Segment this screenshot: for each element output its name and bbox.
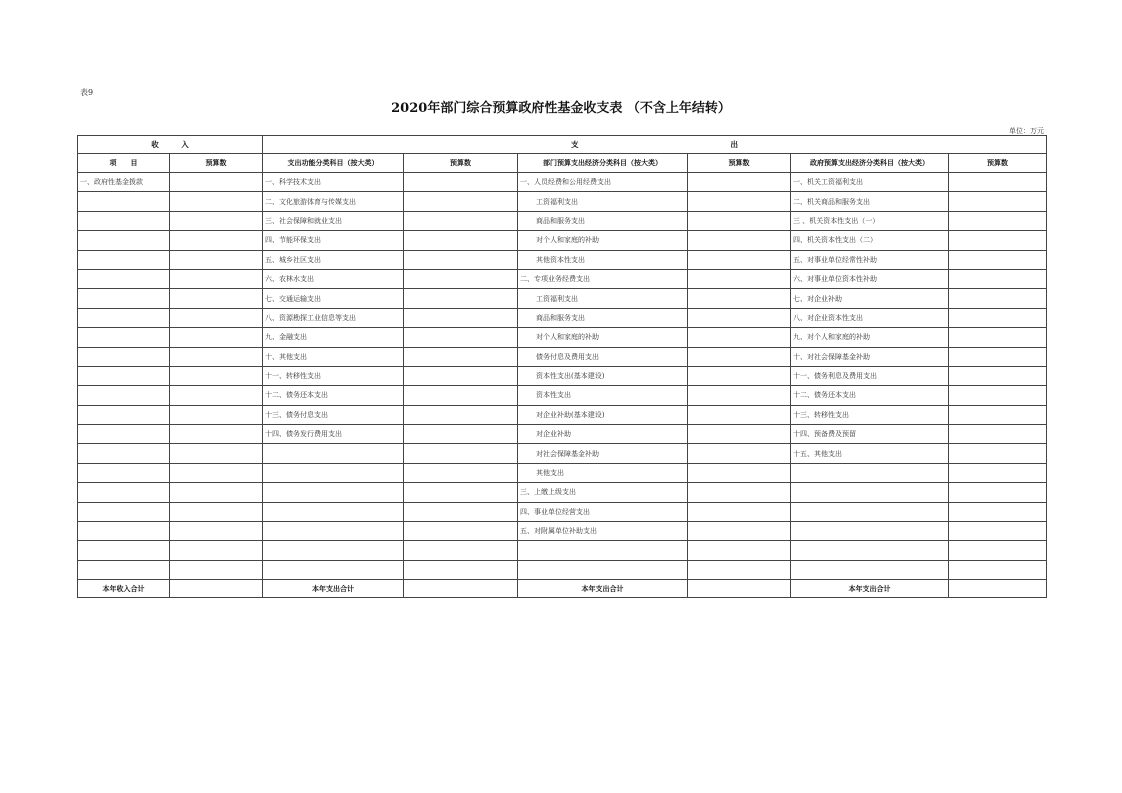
col-income-amount-cell <box>170 289 263 308</box>
total-cell: 本年支出合计 <box>518 580 688 598</box>
col-function-class-cell <box>263 444 404 463</box>
totals-row <box>78 580 1047 598</box>
col-function-amount-cell <box>404 444 518 463</box>
col-function-class-header: 支出功能分类科目（按大类） <box>263 154 404 173</box>
col-function-amount-cell <box>404 463 518 482</box>
col-function-amount-cell <box>404 425 518 444</box>
col-gov-econ-amount-cell <box>949 231 1047 250</box>
col-dept-econ-amount-header: 预算数 <box>688 154 791 173</box>
col-gov-econ-class-cell <box>791 522 949 541</box>
col-item-cell <box>78 444 170 463</box>
col-dept-econ-class-cell: 二、专项业务经费支出 <box>518 269 688 288</box>
table-row <box>78 173 1047 192</box>
col-dept-econ-amount-cell <box>688 211 791 230</box>
col-function-amount-cell <box>404 522 518 541</box>
col-item-cell <box>78 386 170 405</box>
col-gov-econ-amount-cell <box>949 425 1047 444</box>
col-dept-econ-amount-cell <box>688 328 791 347</box>
col-dept-econ-amount-cell <box>688 192 791 211</box>
col-function-class-cell <box>263 522 404 541</box>
unit-label: 单位：万元 <box>1009 127 1044 135</box>
col-function-class-cell: 一、科学技术支出 <box>263 173 404 192</box>
table-row <box>78 522 1047 541</box>
col-function-class-cell: 二、文化旅游体育与传媒支出 <box>263 192 404 211</box>
col-dept-econ-class-header: 部门预算支出经济分类科目（按大类） <box>518 154 688 173</box>
col-gov-econ-class-cell: 六、对事业单位资本性补助 <box>791 269 949 288</box>
col-gov-econ-class-cell: 十五、其他支出 <box>791 444 949 463</box>
col-gov-econ-amount-cell <box>949 308 1047 327</box>
col-gov-econ-amount-cell <box>949 347 1047 366</box>
col-function-amount-cell <box>404 560 518 579</box>
col-gov-econ-class-cell: 三 、机关资本性支出（一） <box>791 211 949 230</box>
col-income-amount-cell <box>170 502 263 521</box>
income-char-2: 入 <box>181 140 189 149</box>
col-dept-econ-amount-cell <box>688 173 791 192</box>
col-income-amount-cell <box>170 211 263 230</box>
col-function-amount-cell <box>404 211 518 230</box>
col-dept-econ-amount-cell <box>688 463 791 482</box>
col-function-class-cell: 十、其他支出 <box>263 347 404 366</box>
col-item-cell <box>78 560 170 579</box>
total-cell: 本年收入合计 <box>78 580 170 598</box>
col-income-amount-cell <box>170 386 263 405</box>
col-dept-econ-amount-cell <box>688 231 791 250</box>
col-function-class-cell: 四、节能环保支出 <box>263 231 404 250</box>
col-gov-econ-amount-cell <box>949 502 1047 521</box>
col-dept-econ-class-cell <box>518 541 688 560</box>
col-item-cell <box>78 463 170 482</box>
total-cell <box>949 580 1047 598</box>
col-income-amount-cell <box>170 173 263 192</box>
col-income-amount-cell <box>170 192 263 211</box>
total-cell <box>404 580 518 598</box>
col-gov-econ-amount-cell <box>949 366 1047 385</box>
col-gov-econ-class-cell <box>791 502 949 521</box>
col-function-class-cell: 十三、债务付息支出 <box>263 405 404 424</box>
col-dept-econ-amount-cell <box>688 560 791 579</box>
col-dept-econ-amount-cell <box>688 444 791 463</box>
col-dept-econ-class-cell: 对社会保障基金补助 <box>518 444 688 463</box>
table-row <box>78 560 1047 579</box>
col-gov-econ-class-cell: 十一、债务利息及费用支出 <box>791 366 949 385</box>
col-dept-econ-amount-cell <box>688 522 791 541</box>
table-row <box>78 308 1047 327</box>
col-gov-econ-class-cell <box>791 463 949 482</box>
col-dept-econ-class-cell: 资本性支出(基本建设) <box>518 366 688 385</box>
col-dept-econ-amount-cell <box>688 483 791 502</box>
col-gov-econ-class-cell: 十、对社会保障基金补助 <box>791 347 949 366</box>
col-income-amount-header: 预算数 <box>170 154 263 173</box>
col-item-cell <box>78 541 170 560</box>
col-gov-econ-amount-cell <box>949 328 1047 347</box>
col-item-header: 项 目 <box>78 154 170 173</box>
total-cell: 本年支出合计 <box>791 580 949 598</box>
table-row <box>78 211 1047 230</box>
table-row <box>78 541 1047 560</box>
col-dept-econ-amount-cell <box>688 250 791 269</box>
table-row <box>78 463 1047 482</box>
col-function-class-cell <box>263 541 404 560</box>
col-function-amount-cell <box>404 541 518 560</box>
col-gov-econ-amount-cell <box>949 405 1047 424</box>
col-dept-econ-class-cell: 其他资本性支出 <box>518 250 688 269</box>
col-dept-econ-class-cell: 债务付息及费用支出 <box>518 347 688 366</box>
col-function-class-cell <box>263 483 404 502</box>
col-item-cell <box>78 425 170 444</box>
col-gov-econ-amount-cell <box>949 289 1047 308</box>
table-row <box>78 366 1047 385</box>
col-item-cell <box>78 522 170 541</box>
table-row <box>78 502 1047 521</box>
col-item-cell <box>78 231 170 250</box>
col-dept-econ-amount-cell <box>688 269 791 288</box>
col-gov-econ-amount-cell <box>949 560 1047 579</box>
col-gov-econ-class-cell <box>791 560 949 579</box>
col-dept-econ-amount-cell <box>688 347 791 366</box>
col-income-amount-cell <box>170 425 263 444</box>
table-row <box>78 347 1047 366</box>
col-function-amount-cell <box>404 192 518 211</box>
col-gov-econ-class-cell <box>791 483 949 502</box>
col-item-cell <box>78 192 170 211</box>
expense-section-header <box>263 136 1047 154</box>
budget-table <box>77 135 1047 598</box>
table-row <box>78 192 1047 211</box>
col-gov-econ-amount-cell <box>949 211 1047 230</box>
table-row <box>78 328 1047 347</box>
income-section-header <box>78 136 263 154</box>
col-function-class-cell <box>263 463 404 482</box>
col-item-cell <box>78 502 170 521</box>
col-dept-econ-class-cell: 对企业补助(基本建设) <box>518 405 688 424</box>
col-function-amount-cell <box>404 405 518 424</box>
col-function-amount-cell <box>404 173 518 192</box>
col-dept-econ-amount-cell <box>688 366 791 385</box>
col-income-amount-cell <box>170 231 263 250</box>
table-row <box>78 425 1047 444</box>
col-function-amount-cell <box>404 231 518 250</box>
col-gov-econ-amount-cell <box>949 444 1047 463</box>
col-gov-econ-class-cell: 九、对个人和家庭的补助 <box>791 328 949 347</box>
col-item-cell <box>78 483 170 502</box>
col-gov-econ-amount-cell <box>949 269 1047 288</box>
col-gov-econ-amount-cell <box>949 483 1047 502</box>
col-income-amount-cell <box>170 444 263 463</box>
table-row <box>78 444 1047 463</box>
col-item-cell <box>78 366 170 385</box>
income-char-1: 收 <box>151 140 159 149</box>
col-gov-econ-class-cell: 十四、预备费及预留 <box>791 425 949 444</box>
table-row <box>78 269 1047 288</box>
col-dept-econ-class-cell: 一、人员经费和公用经费支出 <box>518 173 688 192</box>
col-function-amount-cell <box>404 502 518 521</box>
col-income-amount-cell <box>170 308 263 327</box>
col-gov-econ-amount-header: 预算数 <box>949 154 1047 173</box>
page-title: 2020年部门综合预算政府性基金收支表 （不含上年结转） <box>391 101 731 116</box>
col-gov-econ-class-cell: 一、机关工资福利支出 <box>791 173 949 192</box>
col-gov-econ-class-cell: 七、对企业补助 <box>791 289 949 308</box>
table-row <box>78 483 1047 502</box>
expense-char-2: 出 <box>730 140 738 149</box>
col-function-class-cell: 八、资源勘探工业信息等支出 <box>263 308 404 327</box>
total-cell <box>688 580 791 598</box>
col-item-cell <box>78 211 170 230</box>
col-income-amount-cell <box>170 522 263 541</box>
col-function-amount-cell <box>404 483 518 502</box>
col-dept-econ-class-cell: 资本性支出 <box>518 386 688 405</box>
col-income-amount-cell <box>170 405 263 424</box>
table-number: 表9 <box>80 88 94 97</box>
table-row <box>78 405 1047 424</box>
col-dept-econ-class-cell: 三、上缴上级支出 <box>518 483 688 502</box>
col-item-cell <box>78 289 170 308</box>
col-dept-econ-amount-cell <box>688 308 791 327</box>
col-dept-econ-amount-cell <box>688 386 791 405</box>
col-gov-econ-class-cell <box>791 541 949 560</box>
col-function-amount-cell <box>404 347 518 366</box>
col-dept-econ-class-cell <box>518 560 688 579</box>
col-function-amount-header: 预算数 <box>404 154 518 173</box>
col-dept-econ-class-cell: 商品和服务支出 <box>518 211 688 230</box>
col-function-amount-cell <box>404 328 518 347</box>
col-item-cell <box>78 269 170 288</box>
col-gov-econ-amount-cell <box>949 173 1047 192</box>
col-function-class-cell: 十四、债务发行费用支出 <box>263 425 404 444</box>
col-function-amount-cell <box>404 250 518 269</box>
col-item-cell <box>78 347 170 366</box>
col-income-amount-cell <box>170 560 263 579</box>
col-income-amount-cell <box>170 463 263 482</box>
col-dept-econ-class-cell: 对个人和家庭的补助 <box>518 328 688 347</box>
col-function-class-cell: 九、金融支出 <box>263 328 404 347</box>
col-function-amount-cell <box>404 269 518 288</box>
col-function-class-cell <box>263 560 404 579</box>
col-dept-econ-class-cell: 四、事业单位经营支出 <box>518 502 688 521</box>
table-row <box>78 289 1047 308</box>
col-dept-econ-class-cell: 对个人和家庭的补助 <box>518 231 688 250</box>
expense-char-1: 支 <box>571 140 579 149</box>
col-gov-econ-amount-cell <box>949 541 1047 560</box>
col-income-amount-cell <box>170 328 263 347</box>
col-gov-econ-amount-cell <box>949 386 1047 405</box>
col-income-amount-cell <box>170 347 263 366</box>
col-gov-econ-class-cell: 四、机关资本性支出（二） <box>791 231 949 250</box>
col-income-amount-cell <box>170 269 263 288</box>
total-cell <box>170 580 263 598</box>
col-dept-econ-amount-cell <box>688 502 791 521</box>
col-function-amount-cell <box>404 289 518 308</box>
col-item-cell <box>78 328 170 347</box>
col-dept-econ-amount-cell <box>688 541 791 560</box>
col-gov-econ-class-cell: 八、对企业资本性支出 <box>791 308 949 327</box>
col-function-class-cell: 十二、债务还本支出 <box>263 386 404 405</box>
col-function-class-cell: 三、社会保障和就业支出 <box>263 211 404 230</box>
col-item-cell <box>78 250 170 269</box>
col-gov-econ-class-cell: 十三、转移性支出 <box>791 405 949 424</box>
col-item-cell: 一、政府性基金拨款 <box>78 173 170 192</box>
col-gov-econ-amount-cell <box>949 192 1047 211</box>
col-dept-econ-class-cell: 工资福利支出 <box>518 192 688 211</box>
col-function-class-cell: 六、农林水支出 <box>263 269 404 288</box>
col-dept-econ-class-cell: 商品和服务支出 <box>518 308 688 327</box>
col-gov-econ-class-cell: 十二、债务还本支出 <box>791 386 949 405</box>
table-row <box>78 250 1047 269</box>
col-function-amount-cell <box>404 308 518 327</box>
col-function-class-cell: 七、交通运输支出 <box>263 289 404 308</box>
col-income-amount-cell <box>170 250 263 269</box>
table-row <box>78 386 1047 405</box>
col-income-amount-cell <box>170 483 263 502</box>
total-cell: 本年支出合计 <box>263 580 404 598</box>
col-gov-econ-amount-cell <box>949 522 1047 541</box>
col-income-amount-cell <box>170 541 263 560</box>
col-dept-econ-class-cell: 五、对附属单位补助支出 <box>518 522 688 541</box>
col-dept-econ-class-cell: 工资福利支出 <box>518 289 688 308</box>
col-dept-econ-amount-cell <box>688 425 791 444</box>
col-gov-econ-class-header: 政府预算支出经济分类科目（按大类） <box>791 154 949 173</box>
column-header-row <box>78 154 1047 173</box>
col-item-cell <box>78 405 170 424</box>
col-dept-econ-class-cell: 对企业补助 <box>518 425 688 444</box>
col-function-class-cell: 五、城乡社区支出 <box>263 250 404 269</box>
col-item-cell <box>78 308 170 327</box>
col-dept-econ-class-cell: 其他支出 <box>518 463 688 482</box>
col-dept-econ-amount-cell <box>688 289 791 308</box>
col-gov-econ-amount-cell <box>949 463 1047 482</box>
col-gov-econ-class-cell: 五、对事业单位经常性补助 <box>791 250 949 269</box>
col-gov-econ-amount-cell <box>949 250 1047 269</box>
table-row <box>78 231 1047 250</box>
col-function-amount-cell <box>404 366 518 385</box>
col-function-class-cell: 十一、转移性支出 <box>263 366 404 385</box>
col-gov-econ-class-cell: 二、机关商品和服务支出 <box>791 192 949 211</box>
col-function-amount-cell <box>404 386 518 405</box>
col-income-amount-cell <box>170 366 263 385</box>
col-function-class-cell <box>263 502 404 521</box>
col-dept-econ-amount-cell <box>688 405 791 424</box>
